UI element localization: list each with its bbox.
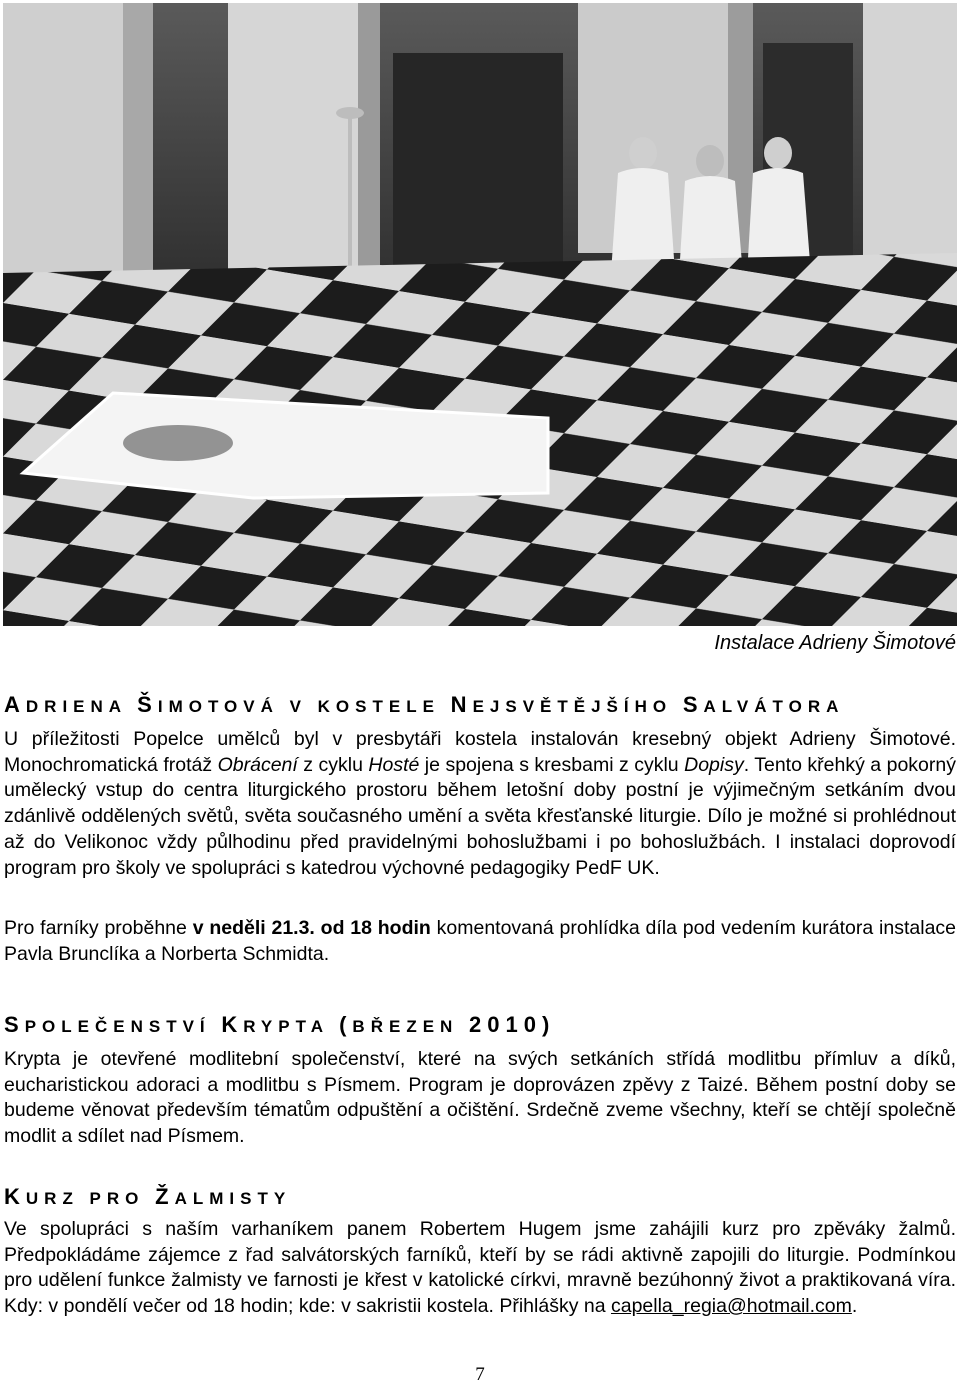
text-run: Pro farníky proběhne [4,917,193,939]
heading-part: IMOTOVÁ V KOSTELE [157,697,451,716]
section2-paragraph: Krypta je otevřené modlitební společenství, které na svých setkáních střídá modlitbu přímluv a díků, eucharistickou adoraci a modlitbu s Písmem. Program je doprovázen zpěvy z Taizé. Během postní doby se budeme věnovat především tématům odpuštění a očištění. Srdečně zveme všechny, kteří se chtějí společně modlit a sdílet nad Písmem. [4,1048,956,1148]
heading-part: RYPTA [243,1017,340,1036]
heading-part: EJSVĚTĚJŠÍHO [472,697,683,716]
text-run: . [851,1295,858,1318]
event-date: v neděli 21.3. od 18 hodin [192,917,431,939]
heading-part: ALVÁTORA [703,697,845,716]
text-run: U příležitosti Popelce umělců byl v presbytáři kostela instalován kresebný objekt Adrieny Šimotové. Monochromatická frotáž [4,728,956,776]
heading-cap: S [682,692,704,717]
section1-paragraph2 [4,916,956,967]
heading-cap: ( [339,1012,353,1037]
cycle-title: Hosté [368,753,420,776]
text-run: Ve spolupráci s naším varhaníkem panem Robertem Hugem jsme zahájili kurz pro zpěváky žalmů. Předpokládáme zájemce z řad salvátorských farníků, kteří by se rádi aktivně zapojili do liturgie. Podmínkou pro udělení funkce žalmisty ve farnosti je křest v katolické církvi, mravně bezúhonný život a praktikovaná víra. Kdy: v pondělí večer od 18 hodin; kde: v sakristii kostela. Přihlášky na [4,1218,956,1318]
heading-cap: K [4,1184,26,1209]
heading-part: DRIENA [25,697,138,716]
heading-cap: K [221,1012,244,1037]
heading-part: BŘEZEN [352,1017,470,1036]
text-run: z cyklu [297,753,369,776]
heading-part: ALMISTY [174,1189,292,1208]
cycle-title: Dopisy [684,753,744,776]
section-heading-krypta [4,1012,555,1038]
section1-paragraph1 [4,727,956,881]
section3-paragraph [4,1217,956,1320]
photo-caption: Instalace Adrieny Šimotové [714,632,956,654]
page-number: 7 [475,1364,485,1385]
text-run: komentovaná prohlídka díla pod vedením kurátora instalace Pavla Brunclíka a Norberta Schmidta. [4,917,957,965]
heading-cap: 2010) [469,1012,556,1037]
heading-cap: N [450,692,473,717]
artwork-title: Obrácení [217,753,298,776]
section-heading-simotova [4,692,844,718]
heading-part: POLEČENSTVÍ [24,1017,222,1036]
church-interior-photo [3,3,957,626]
section-heading-zalmiste [4,1184,291,1210]
email-link[interactable]: capella_regia@hotmail.com [610,1295,852,1318]
text-run: je spojena s kresbami z cyklu [419,753,685,776]
heading-cap: A [4,692,26,717]
heading-cap: Ž [155,1184,175,1209]
heading-part: URZ PRO [25,1189,156,1208]
heading-cap: Š [137,692,158,717]
text-run: . Tento křehký a pokorný umělecký vstup do centra liturgického prostoru během letošní doby postní je výjimečným setkáním dvou zdánlivě oddělených světů, světa současného umění a světa křesťanské liturgie. Dílo je možné si prohlédnout až do Velikonoc vždy půlhodinu před pravidelnými bohoslužbami i po bohoslužbách. I instalaci doprovodí program pro školy ve spolupráci s katedrou výchovné pedagogiky PedF UK. [4,753,956,879]
heading-cap: S [4,1012,25,1037]
